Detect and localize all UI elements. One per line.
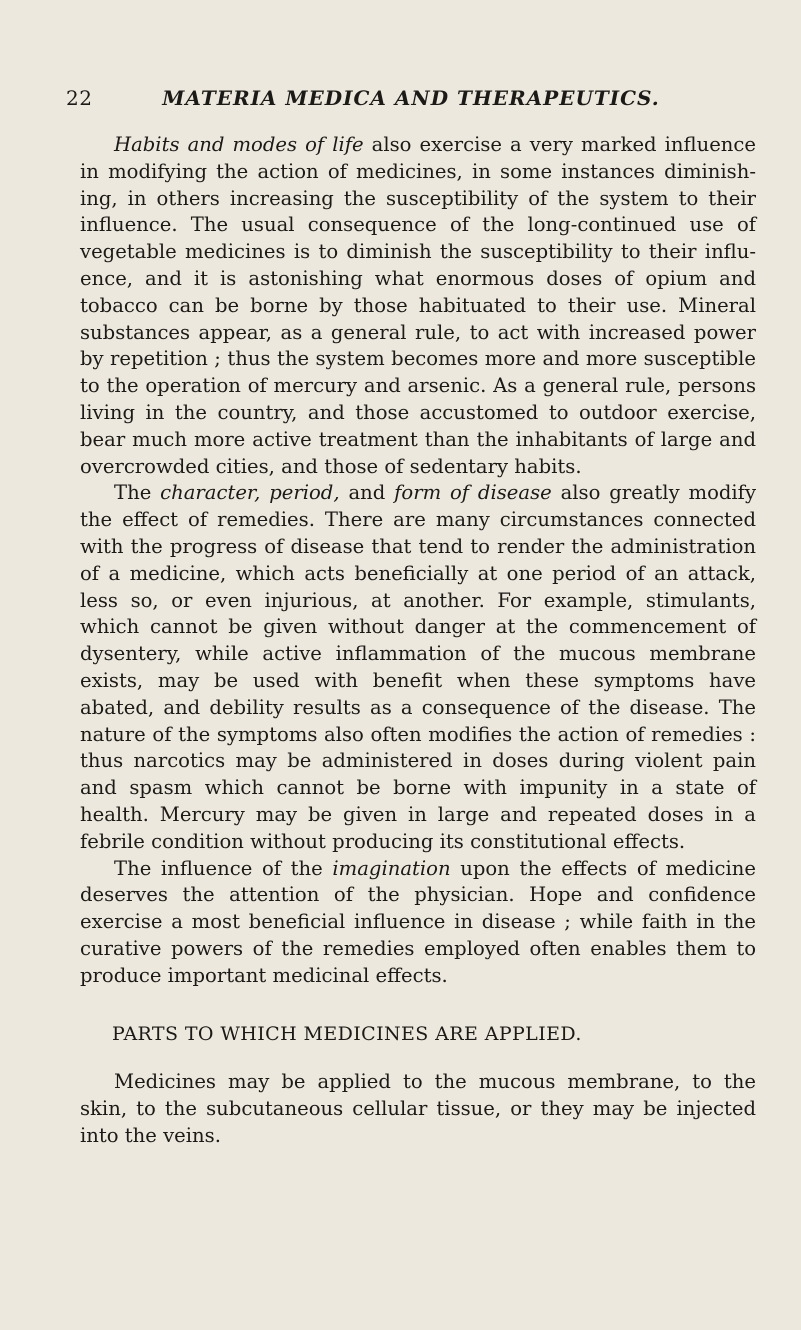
running-head xyxy=(66,86,756,116)
paragraph-character-connector: and xyxy=(339,481,395,505)
running-title: MATERIA MEDICA AND THERAPEUTICS. xyxy=(162,86,660,110)
section-heading: PARTS TO WHICH MEDICINES ARE APPLIED. xyxy=(112,1022,582,1045)
paragraph-character xyxy=(80,480,756,855)
paragraph-imagination xyxy=(80,856,756,990)
paragraph-character-text: also greatly modify the effect of remedies. There are many circumstances connected with the progress of disease that tend to render the administration of a medicine, which acts beneficially at one period of an attack, less so, or even injurious, at another. For example, stimulants, which cannot be given without danger at the commencement of dysentery, while active inflammation of the mucous membrane exists, may be used with benefit when these symptoms have abated, and debility results as a consequence of the disease. The nature of the symptoms also often modifies the action of remedies : thus narcotics may be administered in doses during violent pain and spasm which cannot be borne with impunity in a state of health. Mercury may be given in large and repeated doses in a febrile condition without producing its constitutional effects. xyxy=(80,481,757,853)
page-number: 22 xyxy=(66,86,93,110)
paragraph-imagination-text: upon the effects of medicine deserves the attention of the physician. Hope and confidence exercise a most beneficial influence in disease ; while faith in the curative powers of the remedies employed often enables them to produce important medicinal effects. xyxy=(80,856,756,987)
paragraph-parts: Medicines may be applied to the mucous membrane, to the skin, to the subcutaneous cellular tissue, or they may be injected into the veins. xyxy=(80,1070,756,1147)
paragraph-character-lead: The xyxy=(114,481,161,505)
italic-phrase-imagination: imagination xyxy=(332,856,451,880)
paragraph-habits-text: also exercise a very marked influence in modifying the action of medicines, in some instances diminishing, in others increasing the susceptibility of the system to their influence. The usual consequence of the long-continued use of vegetable medicines is to diminish the susceptibility to their influence, and it is astonishing what enormous doses of opium and tobacco can be borne by those habituated to their use. Mineral substances appear, as a general rule, to act with increased power by repetition ; thus the system becomes more and more susceptible to the operation of mercury and arsenic. As a general rule, persons living in the country, and those accustomed to outdoor exercise, bear much more active treatment than the inhabitants of large and overcrowded cities, and those of sedentary habits. xyxy=(80,133,756,478)
italic-phrase-habits: Habits and modes of life xyxy=(114,133,364,156)
paragraph-imagination-lead: The influence of the xyxy=(114,856,333,880)
italic-phrase-form: form of disease xyxy=(394,481,552,505)
body-text xyxy=(80,132,756,1150)
italic-phrase-character: character, period, xyxy=(160,481,340,505)
paragraph-habits xyxy=(80,132,756,480)
